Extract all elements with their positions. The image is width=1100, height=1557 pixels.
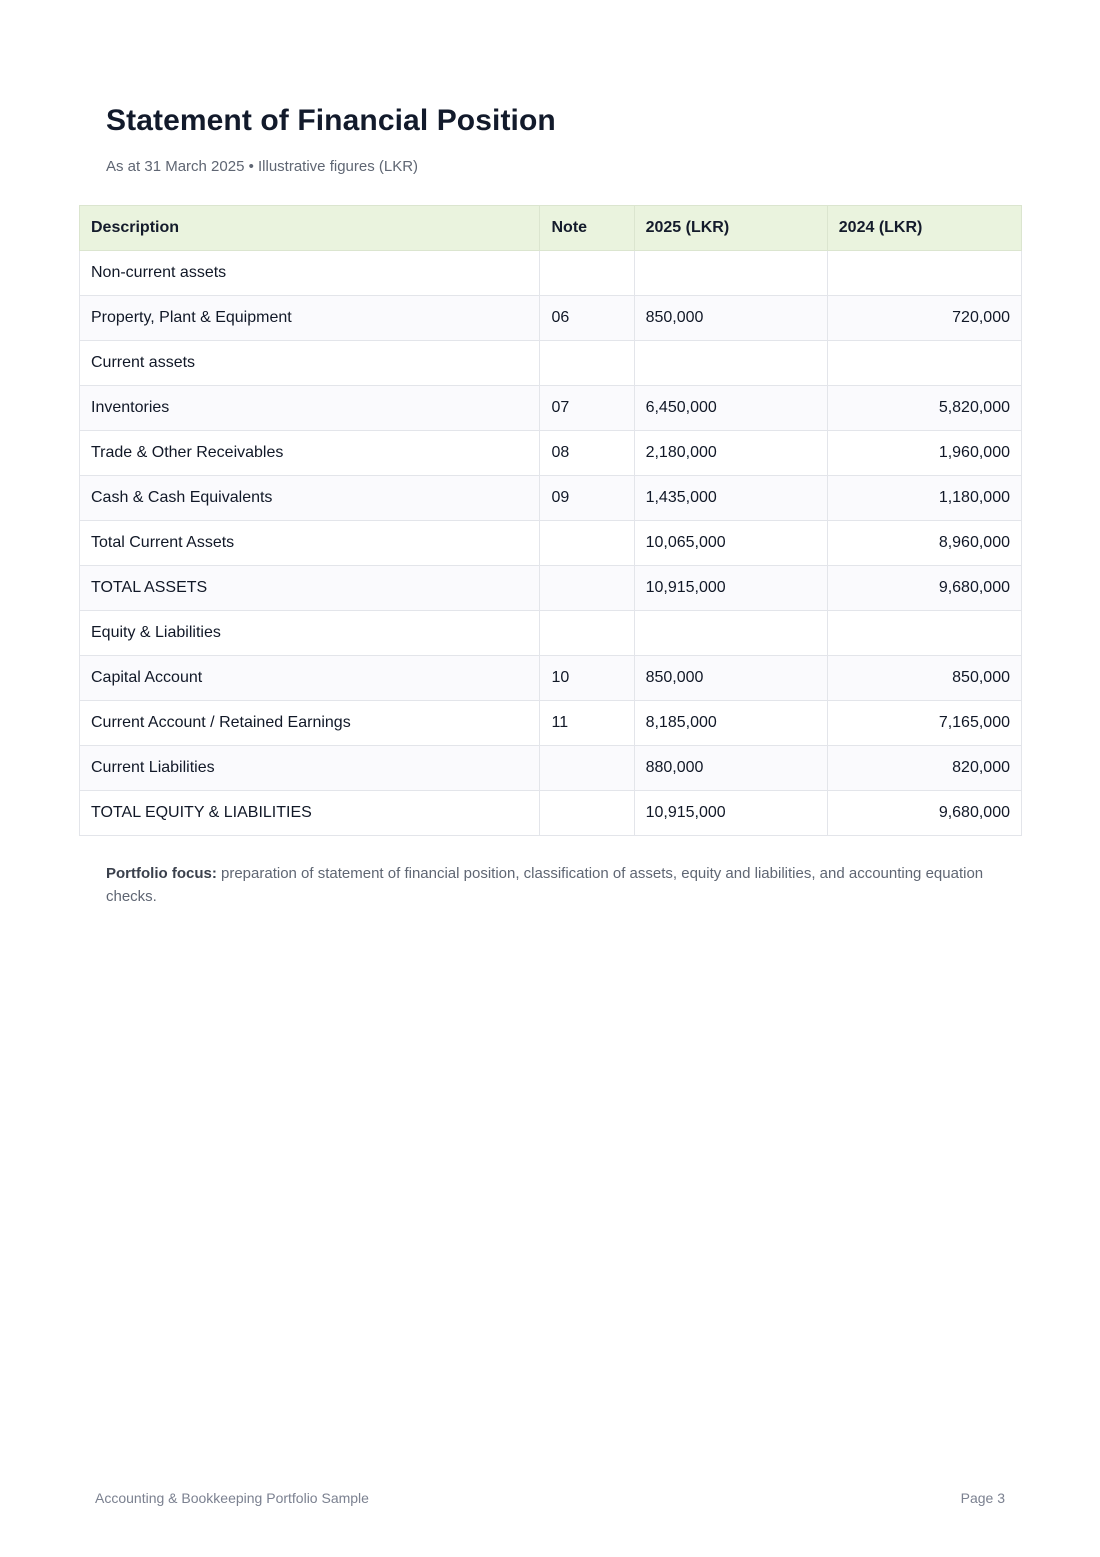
cell-note: 09 bbox=[540, 476, 634, 521]
table-row bbox=[80, 566, 1022, 611]
cell-2025: 6,450,000 bbox=[634, 386, 827, 431]
table-row bbox=[80, 746, 1022, 791]
cell-2024 bbox=[827, 251, 1021, 296]
cell-note bbox=[540, 341, 634, 386]
table-row bbox=[80, 701, 1022, 746]
cell-2024: 7,165,000 bbox=[827, 701, 1021, 746]
cell-2025 bbox=[634, 341, 827, 386]
cell-2025: 8,185,000 bbox=[634, 701, 827, 746]
cell-description: Cash & Cash Equivalents bbox=[80, 476, 540, 521]
table-row bbox=[80, 296, 1022, 341]
cell-2025 bbox=[634, 251, 827, 296]
cell-2025: 850,000 bbox=[634, 656, 827, 701]
cell-2025: 2,180,000 bbox=[634, 431, 827, 476]
cell-note bbox=[540, 566, 634, 611]
table-row bbox=[80, 386, 1022, 431]
table-row bbox=[80, 251, 1022, 296]
page-subtitle: As at 31 March 2025 • Illustrative figures (LKR) bbox=[106, 158, 419, 175]
table-row bbox=[80, 611, 1022, 656]
header-description: Description bbox=[80, 206, 540, 251]
table-header bbox=[80, 206, 1022, 251]
cell-description: Inventories bbox=[80, 386, 540, 431]
cell-description: Capital Account bbox=[80, 656, 540, 701]
table-row bbox=[80, 431, 1022, 476]
cell-2024: 9,680,000 bbox=[827, 791, 1021, 836]
cell-note bbox=[540, 611, 634, 656]
cell-note bbox=[540, 746, 634, 791]
cell-description: Current Account / Retained Earnings bbox=[80, 701, 540, 746]
cell-2024: 1,960,000 bbox=[827, 431, 1021, 476]
cell-2024: 8,960,000 bbox=[827, 521, 1021, 566]
cell-note: 11 bbox=[540, 701, 634, 746]
cell-2024: 5,820,000 bbox=[827, 386, 1021, 431]
cell-2025 bbox=[634, 611, 827, 656]
cell-note bbox=[540, 251, 634, 296]
cell-2025: 1,435,000 bbox=[634, 476, 827, 521]
header-note: Note bbox=[540, 206, 634, 251]
footer-document-name: Accounting & Bookkeeping Portfolio Sample bbox=[95, 1490, 369, 1506]
cell-2024 bbox=[827, 341, 1021, 386]
cell-description: TOTAL ASSETS bbox=[80, 566, 540, 611]
portfolio-focus-label: Portfolio focus: bbox=[106, 865, 217, 882]
cell-2025: 10,915,000 bbox=[634, 566, 827, 611]
table-row bbox=[80, 521, 1022, 566]
cell-note bbox=[540, 521, 634, 566]
cell-note: 07 bbox=[540, 386, 634, 431]
cell-note bbox=[540, 791, 634, 836]
portfolio-focus-text: preparation of statement of financial position, classification of assets, equity and liabilities, and accounting equation checks. bbox=[106, 865, 984, 905]
cell-2024: 720,000 bbox=[827, 296, 1021, 341]
cell-description: Equity & Liabilities bbox=[80, 611, 540, 656]
cell-2024: 850,000 bbox=[827, 656, 1021, 701]
cell-2025: 10,915,000 bbox=[634, 791, 827, 836]
cell-description: Non-current assets bbox=[80, 251, 540, 296]
cell-description: Current Liabilities bbox=[80, 746, 540, 791]
cell-2025: 880,000 bbox=[634, 746, 827, 791]
footer-page-number: Page 3 bbox=[960, 1490, 1005, 1506]
cell-2024: 9,680,000 bbox=[827, 566, 1021, 611]
header-2025: 2025 (LKR) bbox=[634, 206, 827, 251]
header-2024: 2024 (LKR) bbox=[827, 206, 1021, 251]
cell-description: Current assets bbox=[80, 341, 540, 386]
header-row bbox=[80, 206, 1022, 251]
table-row bbox=[80, 791, 1022, 836]
table-row bbox=[80, 656, 1022, 701]
cell-2024 bbox=[827, 611, 1021, 656]
cell-description: Total Current Assets bbox=[80, 521, 540, 566]
cell-description: Property, Plant & Equipment bbox=[80, 296, 540, 341]
cell-note: 06 bbox=[540, 296, 634, 341]
cell-2025: 10,065,000 bbox=[634, 521, 827, 566]
cell-description: Trade & Other Receivables bbox=[80, 431, 540, 476]
cell-note: 10 bbox=[540, 656, 634, 701]
table-body bbox=[80, 251, 1022, 836]
table-row bbox=[80, 476, 1022, 521]
portfolio-focus-note bbox=[106, 862, 986, 908]
table-row bbox=[80, 341, 1022, 386]
cell-note: 08 bbox=[540, 431, 634, 476]
cell-2024: 820,000 bbox=[827, 746, 1021, 791]
financial-position-table bbox=[79, 205, 1022, 836]
cell-description: TOTAL EQUITY & LIABILITIES bbox=[80, 791, 540, 836]
cell-2025: 850,000 bbox=[634, 296, 827, 341]
cell-2024: 1,180,000 bbox=[827, 476, 1021, 521]
page-title: Statement of Financial Position bbox=[106, 104, 556, 137]
